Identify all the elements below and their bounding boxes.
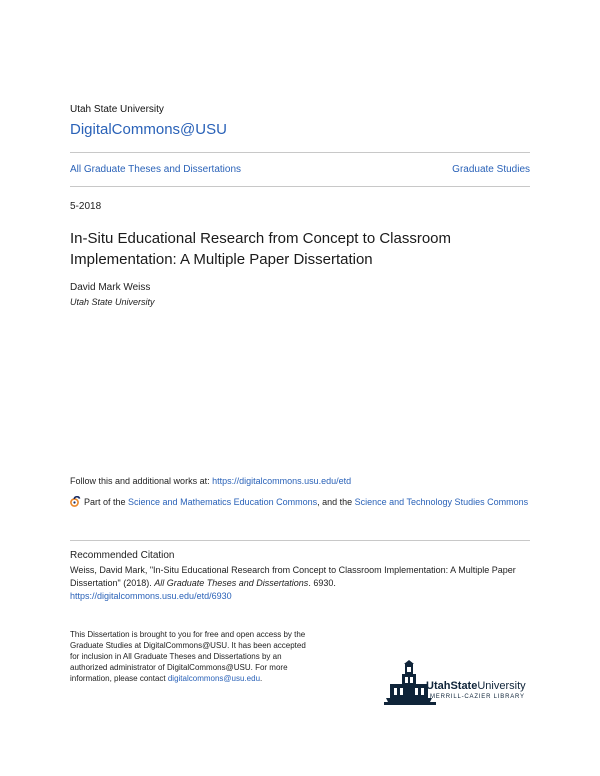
collection-link[interactable]: All Graduate Theses and Dissertations — [70, 164, 242, 175]
citation-series: All Graduate Theses and Dissertations — [154, 578, 309, 588]
citation-text: Weiss, David Mark, "In-Situ Educational Research from Concept to Classroom Implementation: A Multiple Paper Dissertation" (2018). — [70, 565, 516, 588]
logo-subtitle: MERRILL-CAZIER LIBRARY — [430, 694, 525, 700]
notice-end: . — [260, 674, 263, 683]
logo-wordmark — [426, 680, 526, 692]
author-name: David Mark Weiss — [70, 282, 151, 293]
part-of-label: Part of the — [84, 497, 129, 507]
access-notice — [70, 629, 310, 684]
commons-link-science-technology-studies[interactable]: Science and Technology Studies Commons — [354, 497, 529, 507]
citation-number: . 6930. — [308, 578, 336, 588]
contact-email-link[interactable]: digitalcommons@usu.edu — [167, 674, 261, 683]
notice-text: This Dissertation is brought to you for free and open access by the Graduate Studies at DigitalCommons@USU. It has been accepted for inclusion in All Graduate Theses and Dissertations by an authorized administrator of DigitalCommons@USU. For more information, please contact — [70, 630, 306, 683]
logo-name-thin: University — [477, 680, 526, 692]
citation-url[interactable]: https://digitalcommons.usu.edu/etd/6930 — [70, 591, 232, 601]
logo-name-bold: UtahState — [426, 680, 478, 692]
follow-label: Follow this and additional works at: — [70, 476, 213, 486]
institution-name: Utah State University — [70, 104, 164, 115]
and-text: , and the — [317, 497, 355, 507]
graduate-studies-link[interactable]: Graduate Studies — [452, 164, 530, 175]
citation-heading: Recommended Citation — [70, 550, 175, 561]
publication-date: 5-2018 — [70, 201, 102, 212]
part-of-line — [70, 494, 540, 510]
commons-link-science-math-education[interactable]: Science and Mathematics Education Commons — [128, 497, 318, 507]
divider — [70, 152, 530, 153]
divider — [70, 186, 530, 187]
citation-body — [70, 564, 535, 603]
divider — [70, 540, 530, 541]
author-affiliation: Utah State University — [70, 297, 155, 307]
open-access-icon — [70, 496, 81, 507]
follow-line — [70, 476, 351, 486]
follow-link[interactable]: https://digitalcommons.usu.edu/etd — [212, 476, 352, 486]
repository-link[interactable]: DigitalCommons@USU — [70, 121, 227, 138]
paper-title: In-Situ Educational Research from Concept to Classroom Implementation: A Multiple Paper Dissertation — [70, 230, 452, 268]
